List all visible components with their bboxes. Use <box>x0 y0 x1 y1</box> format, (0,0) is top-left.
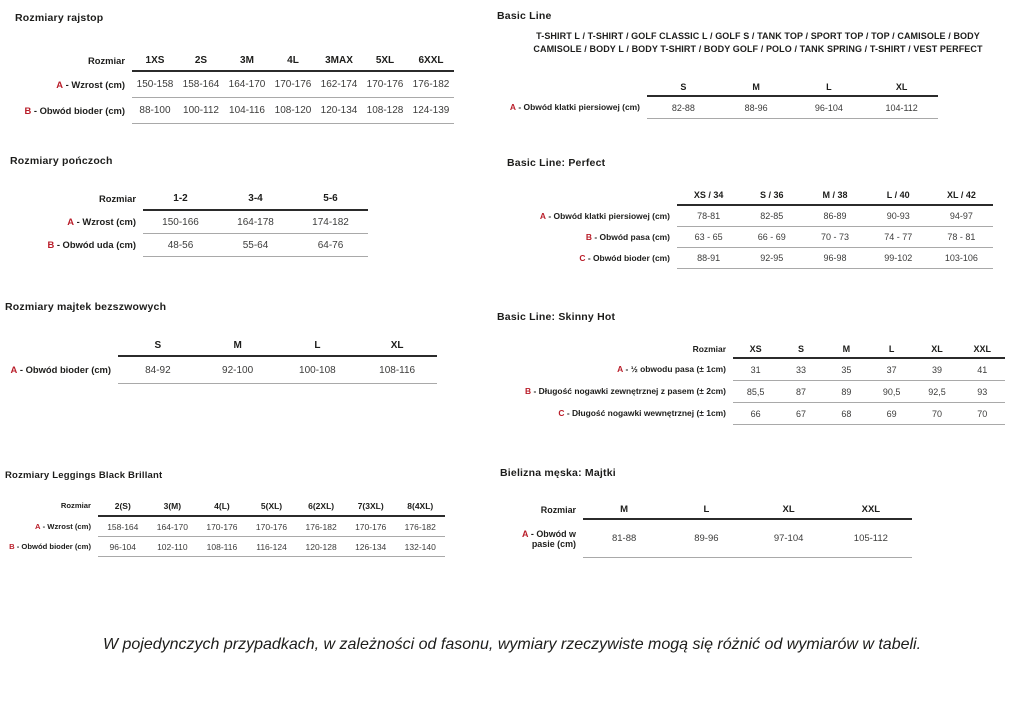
value-cell: 31 <box>750 364 761 375</box>
value-cell: 64-76 <box>317 239 344 251</box>
value-cell: 104-112 <box>885 102 918 113</box>
row-label <box>27 217 143 228</box>
row-letter: A <box>34 521 41 531</box>
value-cell: 100-108 <box>299 364 336 376</box>
section-title-rozmiary-rajstop: Rozmiary rajstop <box>15 11 104 24</box>
column-header: 4L <box>287 54 299 66</box>
value-cell: 96-98 <box>823 253 847 263</box>
value-cell: 37 <box>886 364 897 375</box>
column-header: XL <box>390 340 404 351</box>
table-row <box>0 357 437 384</box>
value-cell: 89 <box>841 386 852 397</box>
row-letter: A <box>617 364 624 375</box>
size-table-basic-line <box>479 78 938 119</box>
row-letter: A <box>56 78 64 90</box>
table-header-row <box>1 496 445 517</box>
row-label <box>495 409 733 419</box>
row-letter: A <box>509 102 516 113</box>
value-cell: 81-88 <box>611 533 637 544</box>
row-label-text: - ½ obwodu pasa (± 1cm) <box>625 364 726 375</box>
row-label <box>1 106 132 117</box>
size-table-leggings <box>1 496 445 557</box>
value-cell: 176-182 <box>305 521 337 532</box>
column-header: XL <box>931 343 943 354</box>
column-header: M / 38 <box>822 190 848 200</box>
column-header: 3M <box>240 54 254 66</box>
value-cell: 174-182 <box>312 216 349 228</box>
row-letter: A <box>539 210 546 221</box>
value-cell: 90-93 <box>886 211 910 221</box>
value-cell: 176-182 <box>404 521 436 532</box>
table-header-row <box>500 500 912 520</box>
table-row-values <box>733 381 1005 403</box>
column-header: S <box>154 340 162 351</box>
value-cell: 92,5 <box>928 386 946 397</box>
value-cell: 100-112 <box>183 105 219 116</box>
value-cell: 55-64 <box>242 239 269 251</box>
value-cell: 90,5 <box>882 386 901 397</box>
row-letter: B <box>9 541 15 551</box>
value-cell: 96-104 <box>109 541 137 552</box>
table-row-values <box>733 359 1005 381</box>
row-label-text: - Wzrost (cm) <box>65 78 125 90</box>
table-corner-label: Rozmiar <box>540 504 576 515</box>
value-cell: 108-116 <box>379 364 416 376</box>
row-letter: B <box>585 231 593 242</box>
size-table-skinny-hot <box>495 340 1005 425</box>
value-cell: 86-89 <box>823 211 847 221</box>
table-header-row <box>479 78 938 97</box>
section-title-basic-line-skinny-hot: Basic Line: Skinny Hot <box>497 310 616 323</box>
column-header: XL <box>895 81 908 92</box>
column-header: 5XL <box>375 54 395 66</box>
value-cell: 105-112 <box>853 533 888 544</box>
value-cell: 88-100 <box>139 105 171 116</box>
column-header: 6(2XL) <box>308 500 335 511</box>
value-cell: 170-176 <box>355 521 387 532</box>
table-header-row <box>0 336 437 357</box>
table-header-values <box>677 186 993 206</box>
value-cell: 158-164 <box>107 521 139 532</box>
row-label <box>0 365 118 376</box>
table-row <box>1 537 445 557</box>
table-row <box>27 234 368 257</box>
table-corner-label: Rozmiar <box>88 54 125 66</box>
row-label <box>500 529 583 550</box>
table-row <box>507 206 993 227</box>
column-header: 4(L) <box>214 500 230 511</box>
row-label-text: - Obwód bioder (cm) <box>33 104 125 116</box>
value-cell: 67 <box>795 408 806 419</box>
row-label <box>27 240 143 251</box>
value-cell: 103-106 <box>944 253 978 263</box>
column-header: XXL <box>861 503 881 515</box>
row-letter: C <box>579 252 586 263</box>
row-letter: A <box>67 216 75 228</box>
value-cell: 108-120 <box>274 105 312 116</box>
row-letter: B <box>525 386 532 397</box>
value-cell: 99-102 <box>884 253 913 263</box>
column-header: 1-2 <box>173 193 188 204</box>
value-cell: 150-166 <box>162 216 199 228</box>
row-letter: A <box>521 528 529 539</box>
row-label <box>507 212 677 222</box>
value-cell: 88-91 <box>697 253 721 263</box>
value-cell: 66 <box>750 408 761 419</box>
basic-line-product-list-line2: CAMISOLE / BODY L / BODY T-SHIRT / BODY GOLF / POLO / TANK SPRING / T-SHIRT / VEST PERFECT <box>533 43 983 54</box>
row-label-text: - Obwód klatki piersiowej (cm) <box>518 102 640 113</box>
row-letter: A <box>10 364 18 376</box>
table-row <box>495 381 1005 403</box>
table-row <box>1 72 454 98</box>
value-cell: 94-97 <box>949 211 973 221</box>
table-corner-label: Rozmiar <box>99 193 136 205</box>
value-cell: 170-176 <box>206 521 238 532</box>
value-cell: 158-164 <box>182 79 220 90</box>
value-cell: 104-116 <box>229 105 265 116</box>
column-header: XS <box>749 343 762 354</box>
value-cell: 93 <box>977 386 988 397</box>
value-cell: 120-128 <box>305 541 337 552</box>
table-row-values <box>118 357 437 384</box>
value-cell: 97-104 <box>773 533 804 544</box>
section-title-basic-line-perfect: Basic Line: Perfect <box>507 156 606 169</box>
table-corner-label: Rozmiar <box>60 501 91 511</box>
row-label-text: - Obwód uda (cm) <box>56 239 136 251</box>
row-label-text: - Obwód w pasie (cm) <box>530 528 576 549</box>
row-label <box>1 80 132 91</box>
value-cell: 85,5 <box>746 386 765 397</box>
column-header: 8(4XL) <box>407 500 434 511</box>
table-row-values <box>583 520 912 558</box>
column-header: XXL <box>973 343 992 354</box>
row-label-text: - Wzrost (cm) <box>42 521 91 531</box>
value-cell: 41 <box>977 364 988 375</box>
table-row-values <box>98 517 445 537</box>
value-cell: 48-56 <box>167 239 194 251</box>
value-cell: 120-134 <box>320 105 358 116</box>
value-cell: 164-178 <box>237 216 274 228</box>
size-table-rajstopy <box>1 50 454 124</box>
table-row-values <box>677 206 993 227</box>
table-header-values <box>733 340 1005 359</box>
row-label-text: - Obwód klatki piersiowej (cm) <box>548 210 670 221</box>
column-header: M <box>233 340 242 351</box>
value-cell: 66 - 69 <box>757 232 786 242</box>
value-cell: 108-116 <box>206 541 238 552</box>
row-label-text: - Obwód bioder (cm) <box>587 252 670 263</box>
table-row <box>507 227 993 248</box>
basic-line-product-list-line1: T-SHIRT L / T-SHIRT / GOLF CLASSIC L / GOLF S / TANK TOP / SPORT TOP / TOP / CAMISOLE / BODY <box>536 31 980 41</box>
column-header: S / 36 <box>760 190 784 200</box>
column-header: 3MAX <box>325 54 353 66</box>
row-label <box>495 387 733 397</box>
row-label <box>507 233 677 243</box>
value-cell: 70 <box>931 408 942 419</box>
column-header: 2S <box>194 54 208 66</box>
value-cell: 39 <box>931 364 942 375</box>
table-row-values <box>132 72 454 98</box>
value-cell: 116-124 <box>256 541 287 552</box>
value-cell: 68 <box>841 408 852 419</box>
value-cell: 74 - 77 <box>884 232 913 242</box>
table-header-values <box>583 500 912 520</box>
column-header: 2(S) <box>114 500 131 511</box>
size-table-ponczochy <box>27 188 368 257</box>
table-header-row <box>507 186 993 206</box>
table-row-values <box>98 537 445 557</box>
table-header-row <box>1 50 454 72</box>
column-header: M <box>620 503 629 515</box>
size-table-majtki-bezszwowe <box>0 336 437 384</box>
table-row <box>479 97 938 119</box>
section-title-leggings-black-brillant: Rozmiary Leggings Black Brillant <box>5 469 163 481</box>
value-cell: 124-139 <box>412 105 450 116</box>
column-header: L <box>826 81 832 92</box>
table-header-values <box>143 188 368 211</box>
disclaimer-footnote: W pojedynczych przypadkach, w zależności od fasonu, wymiary rzeczywiste mogą się różnić od wymiarów w tabeli. <box>102 636 922 653</box>
value-cell: 89-96 <box>694 533 719 544</box>
value-cell: 170-176 <box>366 79 404 90</box>
table-row <box>500 520 912 558</box>
column-header: 6XXL <box>418 54 444 66</box>
value-cell: 78 - 81 <box>947 232 976 242</box>
section-title-rozmiary-ponczoch: Rozmiary pończoch <box>10 154 113 167</box>
section-title-basic-line: Basic Line <box>497 9 552 22</box>
column-header: L <box>314 340 321 351</box>
value-cell: 170-176 <box>274 79 312 90</box>
column-header: XS / 34 <box>693 190 724 200</box>
table-row-values <box>143 234 368 257</box>
row-letter: C <box>558 408 565 419</box>
value-cell: 82-85 <box>760 211 784 221</box>
column-header: 5-6 <box>323 193 338 204</box>
column-header: M <box>842 343 851 354</box>
row-label <box>1 543 98 552</box>
value-cell: 82-88 <box>671 102 695 113</box>
table-row-values <box>132 98 454 124</box>
row-letter: B <box>24 104 32 116</box>
value-cell: 108-128 <box>366 105 404 116</box>
table-header-values <box>118 336 437 357</box>
column-header: 3-4 <box>248 193 263 204</box>
table-row-values <box>733 403 1005 425</box>
value-cell: 96-104 <box>814 102 843 113</box>
value-cell: 102-110 <box>157 541 188 552</box>
table-header-values <box>647 78 938 97</box>
basic-line-product-list <box>500 30 1016 55</box>
row-label-text: - Wzrost (cm) <box>76 216 136 228</box>
table-row-values <box>647 97 938 119</box>
value-cell: 78-81 <box>697 211 721 221</box>
value-cell: 164-170 <box>228 79 266 90</box>
column-header: L <box>703 503 710 515</box>
row-letter: B <box>47 239 55 251</box>
table-header-row <box>495 340 1005 359</box>
value-cell: 92-100 <box>222 364 254 376</box>
table-header-values <box>132 50 454 72</box>
row-label <box>495 365 733 375</box>
table-row <box>1 517 445 537</box>
table-row-values <box>143 211 368 234</box>
table-corner-label: Rozmiar <box>692 343 726 354</box>
table-row-values <box>677 248 993 269</box>
value-cell: 35 <box>841 364 852 375</box>
value-cell: 69 <box>886 408 897 419</box>
value-cell: 170-176 <box>255 521 288 532</box>
column-header: L / 40 <box>886 190 910 200</box>
table-header-row <box>27 188 368 211</box>
row-label-text: - Obwód bioder (cm) <box>19 364 111 376</box>
row-label-text: - Obwód pasa (cm) <box>594 231 670 242</box>
column-header: XL <box>782 503 795 515</box>
value-cell: 92-95 <box>760 253 784 263</box>
table-row <box>495 359 1005 381</box>
section-title-bielizna-meska-majtki: Bielizna męska: Majtki <box>500 466 616 479</box>
table-row <box>507 248 993 269</box>
row-label <box>507 254 677 264</box>
table-row-values <box>677 227 993 248</box>
row-label-text: - Długość nogawki zewnętrznej z pasem (± 2cm) <box>533 386 726 397</box>
table-row <box>27 211 368 234</box>
column-header: 3(M) <box>163 500 182 511</box>
size-table-basic-line-perfect <box>507 186 993 269</box>
row-label <box>1 523 98 532</box>
column-header: 1XS <box>145 54 165 66</box>
column-header: S <box>797 343 804 354</box>
value-cell: 132-140 <box>404 541 436 552</box>
value-cell: 70 <box>977 408 988 419</box>
value-cell: 176-182 <box>412 79 450 90</box>
row-label-text: - Długość nogawki wewnętrznej (± 1cm) <box>566 408 726 419</box>
value-cell: 70 - 73 <box>820 232 850 242</box>
table-header-values <box>98 496 445 517</box>
table-row <box>495 403 1005 425</box>
value-cell: 126-134 <box>355 541 387 552</box>
value-cell: 162-174 <box>320 79 358 90</box>
table-row <box>1 98 454 124</box>
value-cell: 33 <box>795 364 806 375</box>
value-cell: 63 - 65 <box>694 232 723 242</box>
column-header: M <box>752 81 760 92</box>
column-header: 7(3XL) <box>357 500 384 511</box>
column-header: 5(XL) <box>260 500 283 511</box>
size-table-bielizna-meska <box>500 500 912 558</box>
column-header: XL / 42 <box>946 190 976 200</box>
section-title-majtki-bezszwowe: Rozmiary majtek bezszwowych <box>5 300 167 313</box>
value-cell: 150-158 <box>136 79 174 90</box>
value-cell: 84-92 <box>145 364 171 376</box>
row-label-text: - Obwód bioder (cm) <box>16 541 91 551</box>
value-cell: 164-170 <box>156 521 188 532</box>
value-cell: 87 <box>795 386 806 397</box>
row-label <box>479 103 647 113</box>
column-header: L <box>888 343 895 354</box>
column-header: S <box>680 81 687 92</box>
value-cell: 88-96 <box>744 102 768 113</box>
